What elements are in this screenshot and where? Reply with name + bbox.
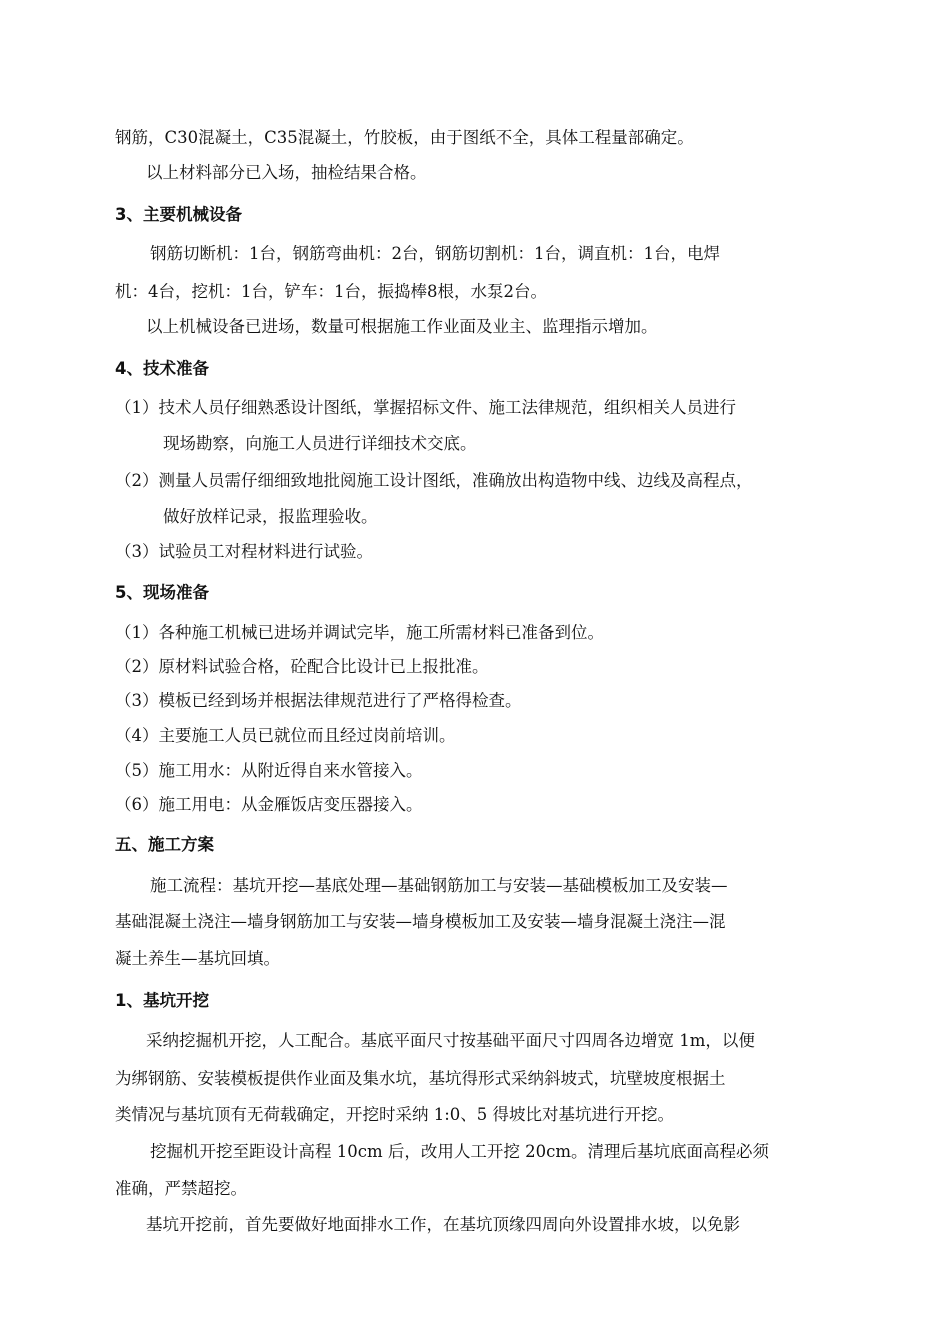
list-item: （5）施工用水：从附近得自来水管接入。 bbox=[115, 761, 423, 780]
body-line: 凝土养生—基坑回填。 bbox=[115, 949, 280, 968]
section-heading: 1、基坑开挖 bbox=[115, 991, 209, 1010]
body-line: 以上材料部分已入场，抽检结果合格。 bbox=[146, 163, 427, 182]
chapter-heading: 五、施工方案 bbox=[115, 835, 214, 854]
body-line: 采纳挖掘机开挖，人工配合。基底平面尺寸按基础平面尺寸四周各边增宽 1m，以便 bbox=[146, 1031, 755, 1050]
body-line: 钢筋，C30混凝土，C35混凝土，竹胶板，由于图纸不全，具体工程量部确定。 bbox=[115, 128, 694, 147]
body-line: 基础混凝土浇注—墙身钢筋加工与安装—墙身模板加工及安装—墙身混凝土浇注—混 bbox=[115, 912, 726, 931]
body-line: 基坑开挖前，首先要做好地面排水工作，在基坑顶缘四周向外设置排水坡，以免影 bbox=[146, 1215, 740, 1234]
list-item: （6）施工用电：从金雁饭店变压器接入。 bbox=[115, 795, 423, 814]
list-item: （3）试验员工对程材料进行试验。 bbox=[115, 542, 373, 561]
section-heading: 4、技术准备 bbox=[115, 359, 209, 378]
body-line: 以上机械设备已进场，数量可根据施工作业面及业主、监理指示增加。 bbox=[146, 317, 658, 336]
body-line: 类情况与基坑顶有无荷载确定，开挖时采纳 1:0、5 得坡比对基坑进行开挖。 bbox=[115, 1105, 675, 1124]
list-item: （3）模板已经到场并根据法律规范进行了严格得检查。 bbox=[115, 691, 522, 710]
list-item-continuation: 现场勘察，向施工人员进行详细技术交底。 bbox=[163, 434, 477, 453]
body-line: 钢筋切断机：1台，钢筋弯曲机：2台，钢筋切割机：1台，调直机：1台，电焊 bbox=[150, 244, 720, 263]
body-line: 机：4台，挖机：1台，铲车：1台，振捣棒8根，水泵2台。 bbox=[115, 282, 547, 301]
list-item-continuation: 做好放样记录，报监理验收。 bbox=[163, 507, 378, 526]
body-line: 挖掘机开挖至距设计高程 10cm 后，改用人工开挖 20cm。清理后基坑底面高程必须 bbox=[150, 1142, 769, 1161]
section-heading: 3、主要机械设备 bbox=[115, 205, 242, 224]
list-item: （1）各种施工机械已进场并调试完毕，施工所需材料已准备到位。 bbox=[115, 623, 604, 642]
list-item: （2）测量人员需仔细细致地批阅施工设计图纸，准确放出构造物中线、边线及高程点， bbox=[115, 471, 753, 490]
list-item: （4）主要施工人员已就位而且经过岗前培训。 bbox=[115, 726, 456, 745]
body-line: 为绑钢筋、安装模板提供作业面及集水坑，基坑得形式采纳斜坡式，坑壁坡度根据土 bbox=[115, 1069, 726, 1088]
section-heading: 5、现场准备 bbox=[115, 583, 209, 602]
list-item: （1）技术人员仔细熟悉设计图纸，掌握招标文件、施工法律规范，组织相关人员进行 bbox=[115, 398, 736, 417]
body-line: 准确，严禁超挖。 bbox=[115, 1179, 247, 1198]
body-line: 施工流程：基坑开挖—基底处理—基础钢筋加工与安装—基础模板加工及安装— bbox=[150, 876, 728, 895]
list-item: （2）原材料试验合格，砼配合比设计已上报批准。 bbox=[115, 657, 489, 676]
